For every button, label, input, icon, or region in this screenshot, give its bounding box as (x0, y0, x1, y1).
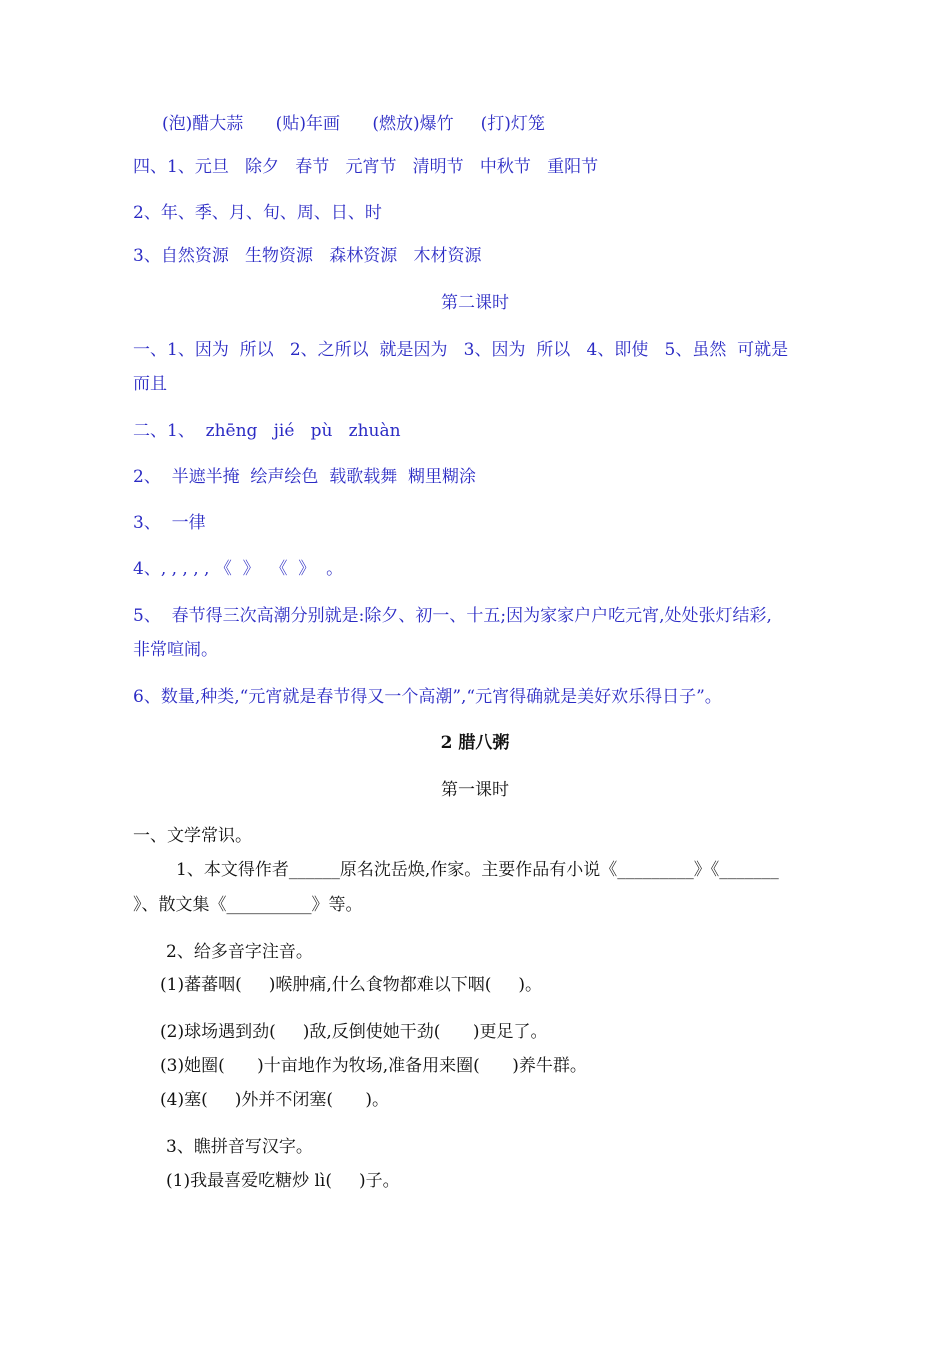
question-item: (1)我最喜爱吃糖炒 lì( )子。 (166, 1171, 400, 1191)
lesson-subtitle: 第一课时 (441, 780, 509, 800)
lesson-title: 2 腊八粥 (440, 733, 510, 753)
answer-line: 2、 半遮半掩 绘声绘色 载歌载舞 糊里糊涂 (133, 467, 477, 487)
answer-line: 3、 一律 (133, 513, 206, 533)
answer-line: 4、, , , , , 《 》 《 》 。 (133, 559, 344, 579)
question-heading: 3、瞧拼音写汉字。 (166, 1137, 313, 1157)
answer-line: 2、年、季、月、旬、周、日、时 (133, 203, 382, 223)
answer-line: 6、数量,种类,“元宵就是春节得又一个高潮”,“元宵得确就是美好欢乐得日子”。 (133, 687, 722, 707)
question-text: 》、散文集《__________》等。 (133, 895, 363, 915)
answer-line: 非常喧闹。 (133, 640, 218, 660)
answer-line: 而且 (133, 374, 167, 394)
answer-line: 二、1、 zhēng jié pù zhuàn (133, 421, 401, 441)
question-heading: 一、文学常识。 (133, 826, 252, 846)
answer-line: (泡)醋大蒜 (贴)年画 (燃放)爆竹 (打)灯笼 (162, 114, 545, 134)
question-item: (2)球场遇到劲( )敌,反倒使她干劲( )更足了。 (160, 1022, 548, 1042)
question-item: (1)蕃蕃咽( )喉肿痛,什么食物都难以下咽( )。 (160, 975, 543, 995)
section-heading: 第二课时 (441, 293, 509, 313)
answer-line: 一、1、因为 所以 2、之所以 就是因为 3、因为 所以 4、即使 5、虽然 可就是 (133, 340, 789, 360)
question-item: (3)她圈( )十亩地作为牧场,准备用来圈( )养牛群。 (160, 1056, 587, 1076)
answer-line: 四、1、元旦 除夕 春节 元宵节 清明节 中秋节 重阳节 (133, 157, 599, 177)
question-text: 1、本文得作者______原名沈岳焕,作家。主要作品有小说《_________》《_______ (176, 860, 779, 880)
question-heading: 2、给多音字注音。 (166, 942, 313, 962)
answer-line: 3、自然资源 生物资源 森林资源 木材资源 (133, 246, 482, 266)
question-item: (4)塞( )外并不闭塞( )。 (160, 1090, 390, 1110)
answer-line: 5、 春节得三次高潮分别就是:除夕、初一、十五;因为家家户户吃元宵,处处张灯结彩, (133, 606, 772, 626)
